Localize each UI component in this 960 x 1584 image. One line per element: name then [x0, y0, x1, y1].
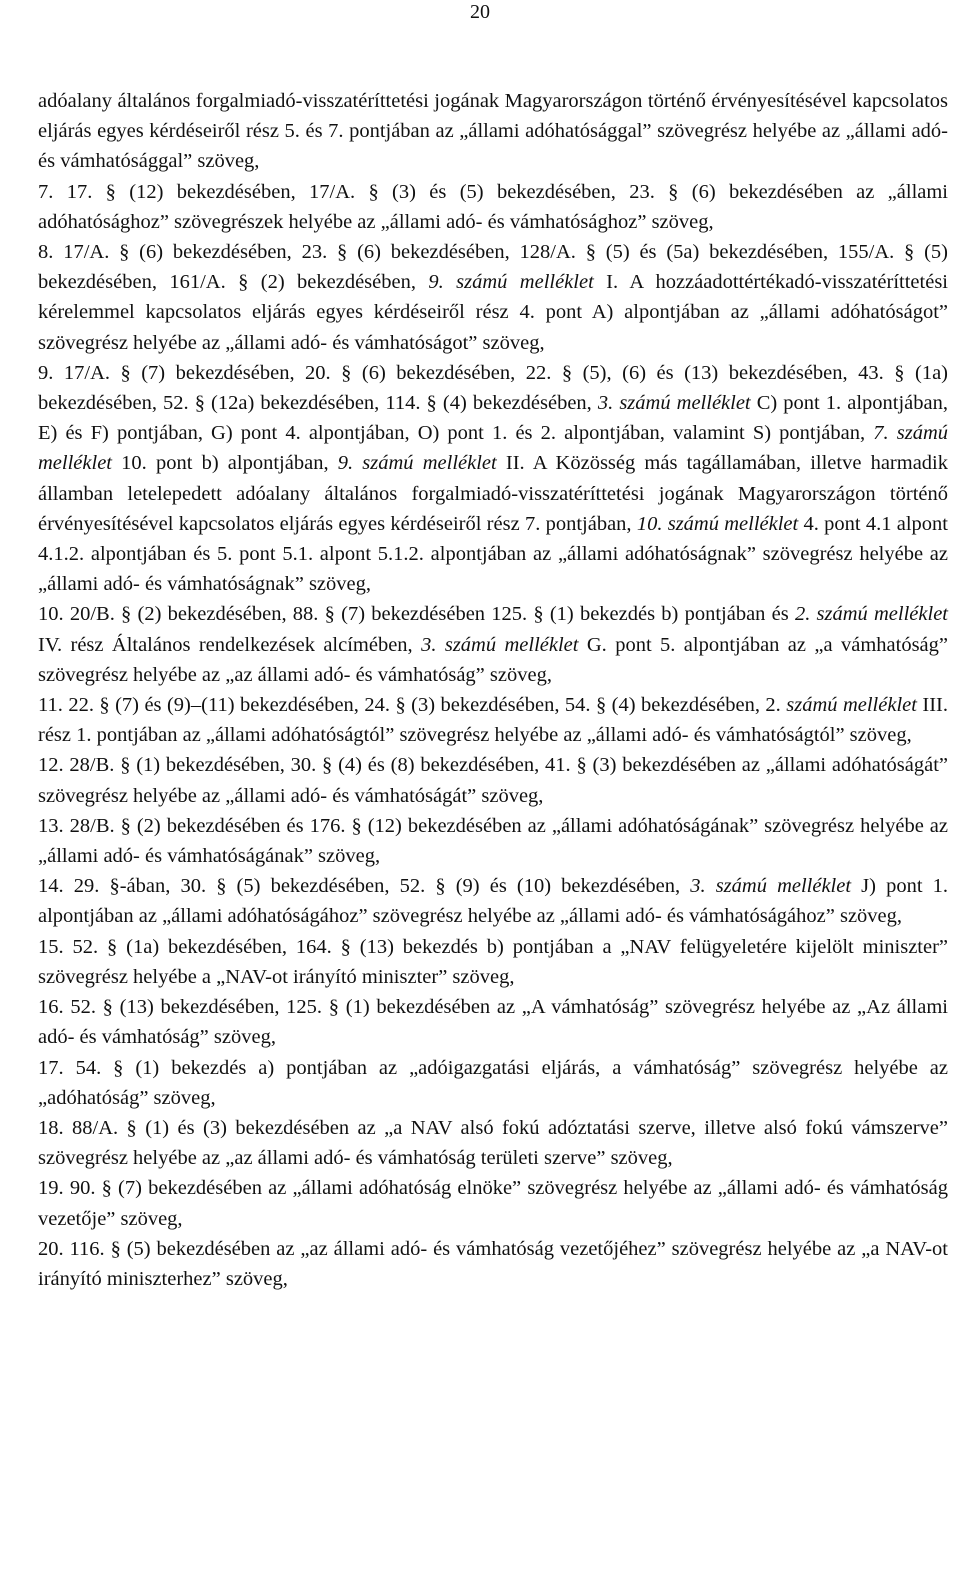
item-text: C) pont 1. alpontjában, E) és F) pontjában, G) pont 4. alpontjában, O) pont 1. és 2. alpontjában, valamint S) pontjában, [38, 392, 948, 445]
item-number: 16. [38, 996, 64, 1019]
item-number: 9. [38, 361, 54, 384]
amendment-item [38, 992, 948, 1052]
item-number: 18. [38, 1116, 64, 1139]
item-text: 28/B. § (1) bekezdésében, 30. § (4) és (8) bekezdésében, 41. § (3) bekezdésében az „állami adóhatóságát” szövegrész helyébe az „állami adó- és vámhatóságát” szöveg, [38, 754, 949, 807]
item-text: 17/A. § (6) bekezdésében, 23. § (6) bekezdésében, 128/A. § (5) és (5a) bekezdésében, 155/A. § (5) bekezdésében, 161/A. § (2) bekezdésében, [38, 241, 949, 294]
item-text: I. A hozzáadottértékadó-visszatéríttetési kérelemmel kapcsolatos eljárás egyes kérdéseiről rész 4. pont A) alpontjában az „állami adóhatóságot” szövegrész helyébe az „állami adó- és vámhatóságot” szöveg, [38, 271, 948, 354]
amendment-item [38, 871, 948, 931]
item-number: 19. [38, 1177, 64, 1200]
item-text: 28/B. § (2) bekezdésében és 176. § (12) bekezdésében az „állami adóhatóságának” szövegrész helyébe az „állami adó- és vámhatóságának” szöveg, [38, 814, 949, 868]
item-text: 22. § (7) és (9)–(11) bekezdésében, 24. § (3) bekezdésében, 54. § (4) bekezdésében, 2. [68, 694, 787, 717]
amendment-item [38, 811, 948, 871]
amendment-item [38, 750, 948, 810]
amendment-list [38, 177, 948, 1295]
item-text: 90. § (7) bekezdésében az „állami adóhatóság elnöke” szövegrész helyébe az „állami adó- és vámhatóság vezetője” szöveg, [38, 1177, 949, 1230]
annex-reference: 3. számú melléklet [421, 633, 579, 656]
amendment-item [38, 690, 948, 750]
annex-reference: 7. számú melléklet [38, 422, 948, 475]
annex-reference: 9. számú melléklet [428, 271, 594, 294]
item-text: 17/A. § (7) bekezdésében, 20. § (6) bekezdésében, 22. § (5), (6) és (13) bekezdésében, 43. § (1a) bekezdésében, 52. § (12a) bekezdésében, 114. § (4) bekezdésében, [38, 361, 949, 415]
item-text: 116. § (5) bekezdésében az „az állami adó- és vámhatóság vezetőjéhez” szövegrész helyébe az „a NAV-ot irányító miniszterhez” szöveg, [38, 1237, 949, 1290]
item-text: 54. § (1) bekezdés a) pontjában az „adóigazgatási eljárás, a vámhatóság” szövegrész helyébe az „adóhatóság” szöveg, [38, 1056, 949, 1109]
amendment-item [38, 358, 948, 600]
item-text: 52. § (13) bekezdésében, 125. § (1) bekezdésében az „A vámhatóság” szövegrész helyébe az „Az állami adó- és vámhatóság” szöveg, [38, 996, 948, 1049]
annex-reference: 10. számú melléklet [636, 512, 799, 535]
amendment-item [38, 237, 948, 358]
annex-reference: számú melléklet [786, 694, 917, 717]
page-number: 20 [470, 1, 490, 23]
amendment-item [38, 599, 948, 690]
item-text: G. pont 5. alpontjában az „a vámhatóság” szövegrész helyébe az „az állami adó- és vámhatóság” szöveg, [38, 633, 948, 686]
item-text: 17. § (12) bekezdésében, 17/A. § (3) és (5) bekezdésében, 23. § (6) bekezdésében az „állami adóhatósághoz” szövegrészek helyébe az „állami adó- és vámhatósághoz” szöveg, [38, 180, 949, 233]
intro-paragraph: adóalany általános forgalmiadó-visszatéríttetési jogának Magyarországon történő érvényesítésével kapcsolatos eljárás egyes kérdéseiről rész 5. és 7. pontjában az „állami adóhatósággal” szövegrész helyébe az „állami adó- és vámhatósággal” szöveg, [38, 90, 948, 173]
item-number: 14. [38, 875, 64, 898]
item-number: 10. [38, 603, 64, 626]
item-text: 52. § (1a) bekezdésében, 164. § (13) bekezdés b) pontjában a „NAV felügyeletére kijelölt miniszter” szövegrész helyébe a „NAV-ot irányító miniszter” szöveg, [38, 935, 949, 988]
item-text: 10. pont b) alpontjában, [111, 452, 338, 475]
item-text: 20/B. § (2) bekezdésében, 88. § (7) bekezdésében 125. § (1) bekezdés b) pontjában és [69, 603, 795, 626]
annex-reference: 2. számú melléklet [794, 603, 948, 626]
item-text: IV. rész Általános rendelkezések alcímében, [38, 633, 422, 656]
annex-reference: 3. számú melléklet [690, 875, 852, 898]
item-number: 12. [38, 754, 64, 777]
item-text: II. A Közösség más tagállamában, illetve harmadik államban letelepedett adóalany általános forgalmiadó-visszatéríttetési jogának Magyarországon történő érvényesítésével kapcsolatos eljárás egyes kérdéseiről rész 7. pontjában, [38, 452, 949, 535]
amendment-item [38, 932, 948, 992]
amendment-item [38, 1173, 948, 1233]
item-number: 8. [38, 241, 54, 264]
item-number: 13. [38, 814, 64, 837]
item-number: 17. [38, 1056, 64, 1079]
item-number: 11. [38, 694, 63, 717]
item-text: 4. pont 4.1 alpont 4.1.2. alpontjában és 5. pont 5.1. alpont 5.1.2. alpontjában az „állami adóhatóságnak” szövegrész helyébe az „állami adó- és vámhatóságnak” szöveg, [38, 512, 948, 596]
amendment-item [38, 1113, 948, 1173]
item-text: 29. §-ában, 30. § (5) bekezdésében, 52. § (9) és (10) bekezdésében, [73, 875, 691, 898]
annex-reference: 3. számú melléklet [597, 392, 751, 415]
item-text: III. rész 1. pontjában az „állami adóhatóságtól” szövegrész helyébe az „állami adó- és vámhatóságtól” szöveg, [38, 694, 949, 747]
item-text: J) pont 1. alpontjában az „állami adóhatóságához” szövegrész helyébe az „állami adó- és vámhatóságához” szöveg, [38, 875, 949, 928]
annex-reference: 9. számú melléklet [337, 452, 497, 475]
item-number: 15. [38, 935, 64, 958]
amendment-item [38, 1053, 948, 1113]
amendment-item [38, 177, 948, 237]
item-text: 88/A. § (1) és (3) bekezdésében az „a NAV alsó fokú adóztatási szerve, illetve alsó fokú vámszerve” szövegrész helyébe az „az állami adó- és vámhatóság területi szerve” szöveg, [38, 1116, 948, 1170]
item-number: 7. [38, 180, 54, 203]
amendment-item [38, 1234, 948, 1294]
item-number: 20. [38, 1237, 64, 1260]
document-body [38, 86, 948, 1294]
